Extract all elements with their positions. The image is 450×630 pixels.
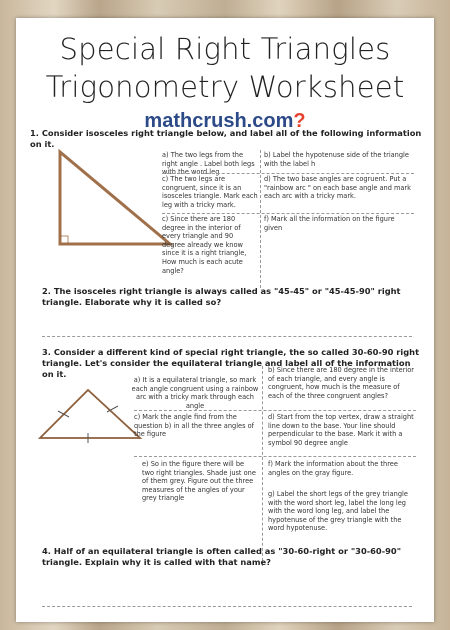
q1-part-b: b) Label the hypotenuse side of the triangle with the label h	[264, 151, 409, 168]
worksheet-title-line1: Special Right Triangles	[59, 32, 391, 66]
q3-box-divider	[262, 366, 263, 566]
q1-part-c: c) The two legs are congruent, since it is an isosceles triangle. Mark each leg with a tricky mark.	[162, 175, 258, 209]
worksheet-page	[16, 18, 434, 622]
q1-box-rule	[162, 213, 414, 214]
q1-box-divider	[260, 150, 261, 288]
q3-part-f: f) Mark the information about the three angles on the gray figure.	[268, 460, 398, 477]
q2-answer-line	[42, 336, 412, 337]
q3-part-a: a) It is a equilateral triangle, so mark each angle congruent using a rainbow arc with a tricky mark through each angle	[131, 376, 259, 410]
q3-part-e: e) So in the figure there will be two right triangles. Shade just one of them grey. Figure out the three measures of the angles of your grey triangle	[142, 460, 256, 503]
q3-box-rule	[134, 410, 416, 411]
q1-box-rule	[162, 173, 414, 174]
question-4: 4. Half of an equilateral triangle is often called as "30-60-right or "30-60-90" triangle. Explain why it is called with that name?	[42, 546, 402, 567]
isosceles-right-triangle-figure	[42, 146, 172, 246]
q3-part-g: g) Label the short legs of the grey triangle with the word short leg, label the long leg with the word long leg, and label the hypotenuse of the grey triangle with the word hypotenuse.	[268, 490, 408, 533]
q1-part-a: a) The two legs from the right angle . Label both legs with the word leg	[162, 151, 255, 177]
brand-name: mathcrush.com	[144, 110, 294, 132]
q3-box-rule	[134, 456, 416, 457]
q4-answer-line	[42, 606, 412, 607]
q1-part-f: f) Mark all the information on the figure given	[264, 215, 395, 232]
q1-part-e: c) Since there are 180 degree in the interior of every triangle and 90 degree already we know since it is a right triangle, How much is each acute angle?	[162, 215, 247, 275]
question-mark-icon: ?	[293, 110, 306, 132]
q1-part-d: d) The two base angles are cogruent. Put a "rainbow arc " on each base angle and mark each arc with a tricky mark.	[264, 175, 411, 201]
question-3: 3. Consider a different kind of special right triangle, the so called 30-60-90 right triangle. Let's consider the equilateral triangle and label all of the information on it.	[42, 347, 420, 379]
question-2: 2. The isosceles right triangle is always called as "45-45" or "45-45-90" right triangle. Elaborate why it is called so?	[42, 286, 401, 307]
q3-part-d: d) Start from the top vertex, draw a straight line down to the base. Your line should perpendicular to the base. Mark it with a symbol 90 degree angle	[268, 413, 414, 447]
q3-part-b: b) Since there are 180 degree in the interior of each triangle, and every angle is congruent, how much is the measure of each of the three congruent angles?	[268, 366, 414, 400]
q3-part-c: c) Mark the angle find from the question b) in all the three angles of the figure	[134, 413, 254, 439]
worksheet-title-line2: Trigonometry Worksheet	[45, 70, 405, 104]
question-1: 1. Consider isosceles right triangle below, and label all of the following information on it.	[30, 128, 422, 149]
